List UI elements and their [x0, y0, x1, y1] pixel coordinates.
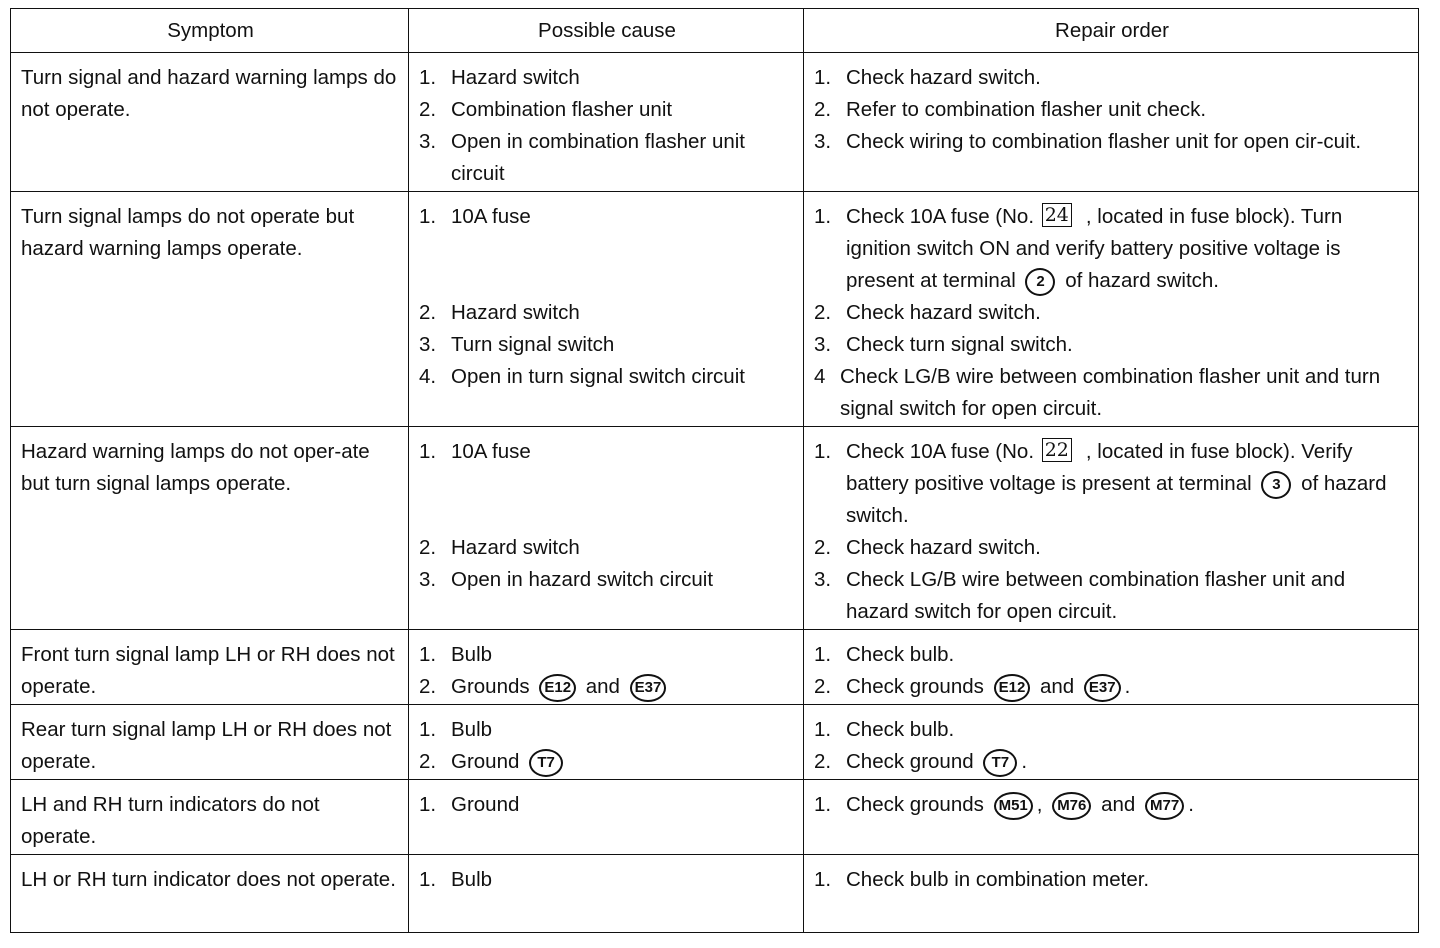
fuse-number-box: 22: [1042, 438, 1072, 462]
list-item: 3. Turn signal switch: [419, 333, 615, 356]
list-item: 1. Check grounds M51 , M76 and M77 .: [814, 789, 1410, 821]
table-row: [11, 53, 1419, 192]
terminal-number-icon: 2: [1025, 268, 1055, 296]
ground-connector-icon: M77: [1145, 792, 1184, 820]
symptom-cell: Turn signal lamps do not operate but hazard warning lamps operate.: [11, 192, 409, 427]
terminal-number-icon: 3: [1261, 471, 1291, 499]
list-item: 1. Check bulb in combination meter.: [814, 868, 1150, 891]
list-item: 1. Bulb: [419, 643, 493, 666]
repair-cell: [804, 427, 1419, 630]
list-item: 3. Check LG/B wire between combination flasher unit and hazard switch for open circuit.: [814, 568, 1346, 623]
list-item: 2. Hazard switch: [419, 301, 580, 324]
list-item: 1. Bulb: [419, 868, 493, 891]
list-item: 2. Hazard switch: [419, 536, 580, 559]
list-item: 2. Combination flasher unit: [419, 98, 673, 121]
cause-cell: [409, 53, 804, 192]
repair-cell: [804, 53, 1419, 192]
list-item: 2. Check hazard switch.: [814, 536, 1041, 559]
header-possible-cause: Possible cause: [409, 9, 804, 53]
list-item: 2. Check grounds E12 and E37 .: [814, 671, 1410, 703]
symptom-cell: Front turn signal lamp LH or RH does not operate.: [11, 630, 409, 705]
ground-connector-icon: E12: [539, 674, 576, 702]
list-item: 2. Grounds E12 and E37: [419, 671, 795, 703]
header-row: [11, 9, 1419, 53]
list-item: 3. Check wiring to combination flasher unit for open cir-cuit.: [814, 130, 1362, 153]
ground-connector-icon: M76: [1052, 792, 1091, 820]
symptom-cell: Hazard warning lamps do not oper-ate but turn signal lamps operate.: [11, 427, 409, 630]
list-item: 1. Check 10A fuse (No. 22 , located in fuse block). Verify battery positive voltage is present at terminal 3 of hazard switch.: [814, 439, 1387, 527]
repair-cell: [804, 705, 1419, 780]
ground-connector-icon: E37: [630, 674, 667, 702]
list-item: 2. Refer to combination flasher unit check.: [814, 98, 1207, 121]
cause-cell: [409, 855, 804, 933]
ground-connector-icon: M51: [994, 792, 1033, 820]
list-item: 1. Check 10A fuse (No. 24 , located in fuse block). Turn ignition switch ON and verify battery positive voltage is present at terminal 2 of hazard switch.: [814, 201, 1410, 297]
symptom-cell: LH or RH turn indicator does not operate.: [11, 855, 409, 933]
ground-connector-icon: E12: [994, 674, 1031, 702]
table-row: [11, 705, 1419, 780]
table-row: [11, 630, 1419, 705]
table-row: [11, 427, 1419, 630]
list-item: 1. Check bulb.: [814, 718, 955, 741]
repair-cell: [804, 192, 1419, 427]
list-item: 2. Check hazard switch.: [814, 301, 1041, 324]
list-item: 3. Open in combination flasher unit circuit: [419, 130, 746, 185]
ground-connector-icon: T7: [983, 749, 1017, 777]
header-symptom: Symptom: [11, 9, 409, 53]
table-row: [11, 192, 1419, 427]
cause-cell: [409, 427, 804, 630]
cause-cell: [409, 192, 804, 427]
list-item: 1. 10A fuse: [419, 440, 531, 463]
repair-cell: [804, 630, 1419, 705]
repair-cell: [804, 855, 1419, 933]
list-item: 3. Check turn signal switch.: [814, 333, 1073, 356]
header-repair-order: Repair order: [804, 9, 1419, 53]
list-item: 2. Ground T7: [419, 746, 795, 778]
repair-cell: [804, 780, 1419, 855]
list-item: 3. Open in hazard switch circuit: [419, 568, 714, 591]
list-item: 1. Bulb: [419, 718, 493, 741]
symptom-cell: Turn signal and hazard warning lamps do not operate.: [11, 53, 409, 192]
cause-cell: [409, 630, 804, 705]
diagnosis-table: [10, 8, 1419, 933]
list-item: 1. Hazard switch: [419, 66, 580, 89]
list-item: 4. Open in turn signal switch circuit: [419, 365, 745, 388]
ground-connector-icon: T7: [529, 749, 563, 777]
cause-cell: [409, 780, 804, 855]
list-item: 1. 10A fuse: [419, 205, 531, 228]
cause-cell: [409, 705, 804, 780]
fuse-number-box: 24: [1042, 203, 1072, 227]
table-row: [11, 780, 1419, 855]
ground-connector-icon: E37: [1084, 674, 1121, 702]
symptom-cell: LH and RH turn indicators do not operate.: [11, 780, 409, 855]
list-item: 1. Ground: [419, 793, 520, 816]
list-item: 2. Check ground T7 .: [814, 746, 1410, 778]
symptom-cell: Rear turn signal lamp LH or RH does not operate.: [11, 705, 409, 780]
list-item: 4 Check LG/B wire between combination flasher unit and turn signal switch for open circuit.: [814, 365, 1381, 420]
table-row: [11, 855, 1419, 933]
list-item: 1. Check hazard switch.: [814, 66, 1041, 89]
list-item: 1. Check bulb.: [814, 643, 955, 666]
